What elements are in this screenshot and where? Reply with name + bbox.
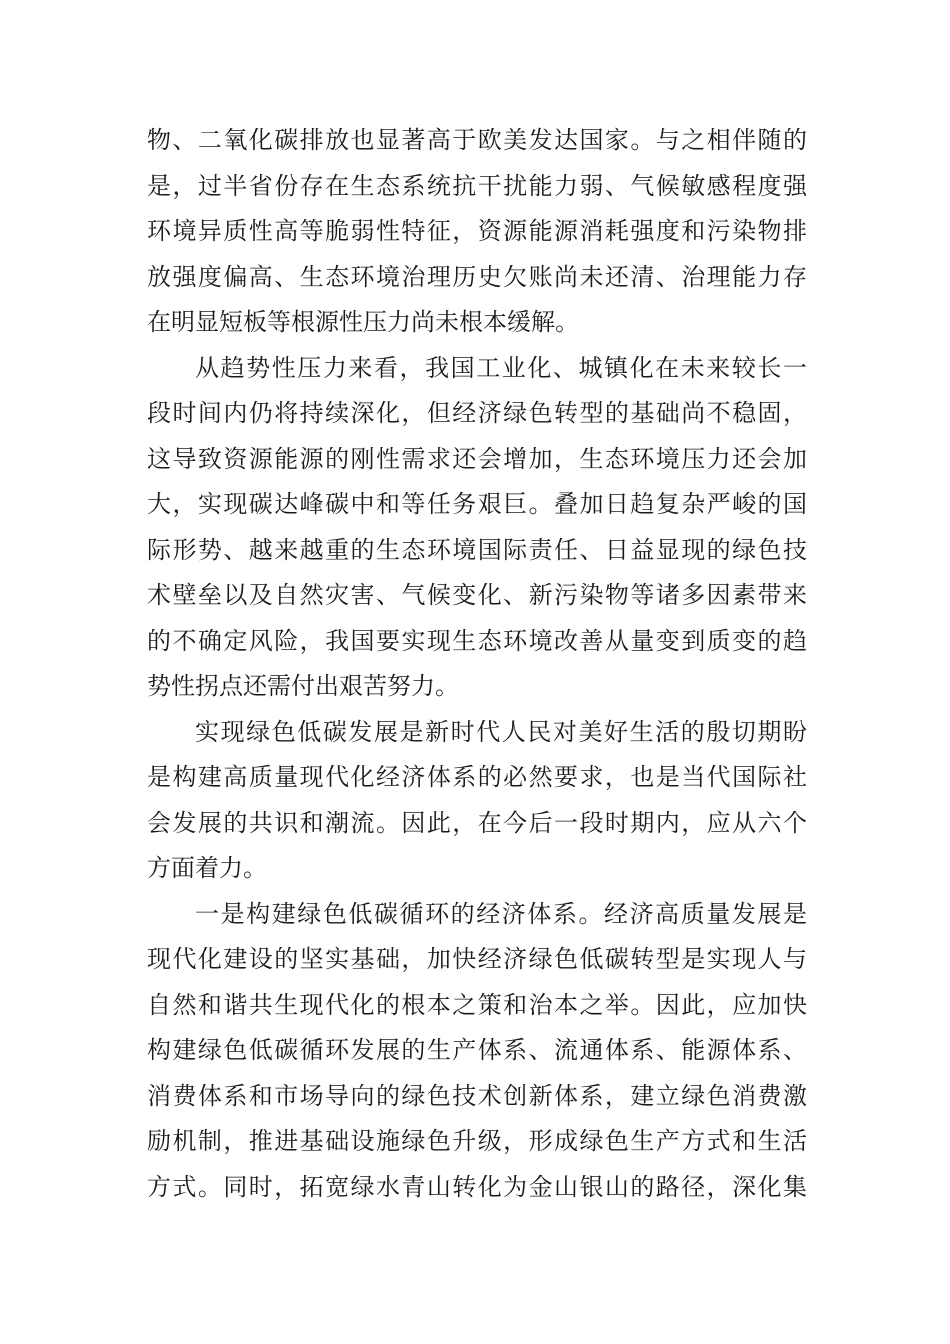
paragraph — [147, 710, 807, 892]
text-line: 实现绿色低碳发展是新时代人民对美好生活的殷切期盼 — [195, 717, 807, 746]
text-line: 这导致资源能源的刚性需求还会增加，生态环境压力还会加 — [147, 444, 807, 473]
text-line: 段时间内仍将持续深化，但经济绿色转型的基础尚不稳固， — [147, 399, 807, 427]
text-line: 方面着力。 — [147, 854, 267, 882]
text-line: 环境异质性高等脆弱性特征，资源能源消耗强度和污染物排 — [147, 217, 807, 245]
text-line: 在明显短板等根源性压力尚未根本缓解。 — [147, 308, 579, 336]
text-line: 构建绿色低碳循环发展的生产体系、流通体系、能源体系、 — [147, 1036, 807, 1064]
text-line: 自然和谐共生现代化的根本之策和治本之举。因此，应加快 — [147, 990, 807, 1019]
text-line: 际形势、越来越重的生态环境国际责任、日益显现的绿色技 — [147, 535, 807, 564]
text-line: 物、二氧化碳排放也显著高于欧美发达国家。与之相伴随的 — [147, 126, 807, 154]
text-line: 励机制，推进基础设施绿色升级，形成绿色生产方式和生活 — [147, 1127, 807, 1155]
text-line: 术壁垒以及自然灾害、气候变化、新污染物等诸多因素带来 — [147, 581, 807, 609]
text-line: 势性拐点还需付出艰苦努力。 — [147, 672, 459, 700]
text-line: 大，实现碳达峰碳中和等任务艰巨。叠加日趋复杂严峻的国 — [147, 490, 807, 518]
text-line: 的不确定风险，我国要实现生态环境改善从量变到质变的趋 — [147, 626, 807, 655]
paragraph — [147, 892, 807, 1211]
paragraph — [147, 118, 807, 346]
text-line: 现代化建设的坚实基础，加快经济绿色低碳转型是实现人与 — [147, 945, 807, 973]
text-line: 方式。同时，拓宽绿水青山转化为金山银山的路径，深化集 — [147, 1172, 807, 1201]
text-line: 一是构建绿色低碳循环的经济体系。经济高质量发展是 — [195, 899, 807, 928]
text-line: 会发展的共识和潮流。因此，在今后一段时期内，应从六个 — [147, 808, 807, 837]
text-line: 从趋势性压力来看，我国工业化、城镇化在未来较长一 — [195, 353, 807, 382]
text-line: 是，过半省份存在生态系统抗干扰能力弱、气候敏感程度强 — [147, 171, 807, 200]
text-line: 消费体系和市场导向的绿色技术创新体系，建立绿色消费激 — [147, 1081, 807, 1110]
text-line: 放强度偏高、生态环境治理历史欠账尚未还清、治理能力存 — [147, 262, 807, 291]
body-text — [147, 118, 807, 1210]
text-line: 是构建高质量现代化经济体系的必然要求，也是当代国际社 — [147, 763, 807, 791]
paragraph — [147, 346, 807, 710]
